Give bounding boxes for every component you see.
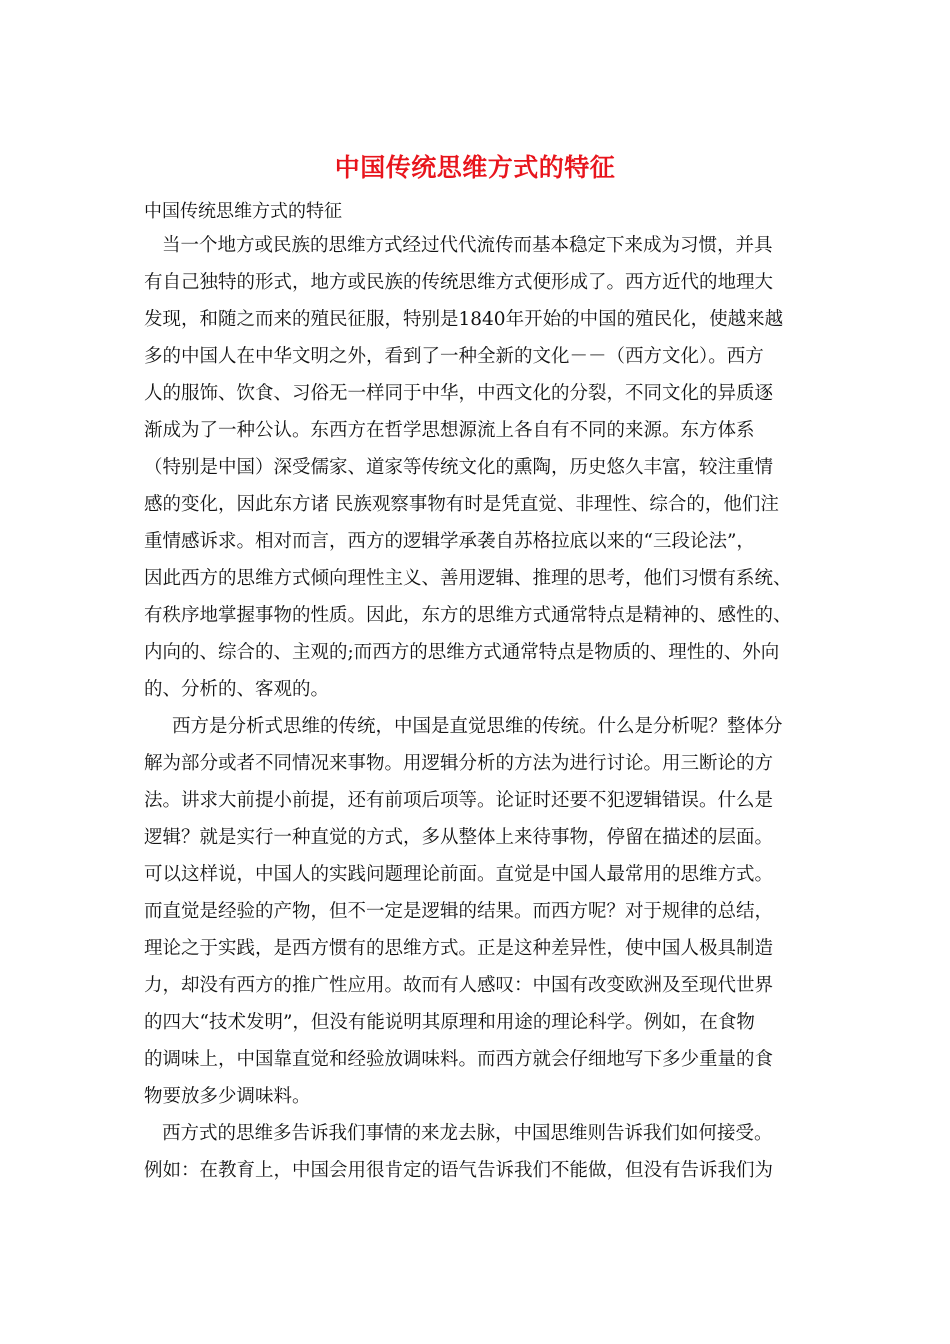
paragraph-line: 理论之于实践，是西方惯有的思维方式。正是这种差异性，使中国人极具制造 (144, 938, 774, 959)
paragraph-line: 物要放多少调味料。 (144, 1086, 311, 1107)
paragraph-line: 解为部分或者不同情况来事物。用逻辑分析的方法为进行讨论。用三断论的方 (144, 753, 774, 774)
paragraph-line: 例如：在教育上，中国会用很肯定的语气告诉我们不能做，但没有告诉我们为 (144, 1160, 774, 1181)
document-body (144, 227, 816, 1189)
document-subtitle: 中国传统思维方式的特征 (144, 201, 342, 222)
paragraph (144, 1115, 816, 1189)
paragraph-line: 人的服饰、饮食、习俗无一样同于中华，中西文化的分裂，不同文化的异质逐 (144, 383, 774, 404)
paragraph-line: 当一个地方或民族的思维方式经过代代流传而基本稳定下来成为习惯，并具 (162, 235, 773, 256)
paragraph-line: 的四大“技术发明”，但没有能说明其原理和用途的理论科学。例如，在食物 (144, 1012, 755, 1033)
paragraph-line: 有自己独特的形式，地方或民族的传统思维方式便形成了。西方近代的地理大 (144, 272, 774, 293)
paragraph-line: 可以这样说，中国人的实践问题理论前面。直觉是中国人最常用的思维方式。 (144, 864, 774, 885)
paragraph-line: 因此西方的思维方式倾向理性主义、善用逻辑、推理的思考，他们习惯有系统、 (144, 568, 792, 589)
paragraph-line: 渐成为了一种公认。东西方在哲学思想源流上各自有不同的来源。东方体系 (144, 420, 755, 441)
paragraph-line: 逻辑？就是实行一种直觉的方式，多从整体上来待事物，停留在描述的层面。 (144, 827, 774, 848)
paragraph-line: 西方式的思维多告诉我们事情的来龙去脉，中国思维则告诉我们如何接受。 (162, 1123, 773, 1144)
paragraph-line: 的、分析的、客观的。 (144, 679, 330, 700)
document-title: 中国传统思维方式的特征 (334, 153, 616, 182)
paragraph-line: 力，却没有西方的推广性应用。故而有人感叹：中国有改变欧洲及至现代世界 (144, 975, 774, 996)
paragraph-line: 法。讲求大前提小前提，还有前项后项等。论证时还要不犯逻辑错误。什么是 (144, 790, 774, 811)
paragraph-line: （特别是中国）深受儒家、道家等传统文化的熏陶，历史悠久丰富，较注重情 (144, 457, 774, 478)
paragraph-line: 多的中国人在中华文明之外，看到了一种全新的文化－－（西方文化）。西方 (144, 346, 764, 367)
paragraph (144, 227, 816, 708)
paragraph-line: 而直觉是经验的产物，但不一定是逻辑的结果。而西方呢？对于规律的总结， (144, 901, 774, 922)
paragraph (144, 708, 816, 1115)
paragraph-line: 重情感诉求。相对而言，西方的逻辑学承袭自苏格拉底以来的“三段论法”， (144, 531, 755, 552)
paragraph-line: 发现，和随之而来的殖民征服，特别是1840年开始的中国的殖民化，使越来越 (144, 309, 784, 330)
paragraph-line: 内向的、综合的、主观的;而西方的思维方式通常特点是物质的、理性的、外向 (144, 642, 780, 663)
paragraph-line: 西方是分析式思维的传统，中国是直觉思维的传统。什么是分析呢？整体分 (172, 716, 783, 737)
paragraph-line: 感的变化，因此东方诸 民族观察事物有时是凭直觉、非理性、综合的，他们注 (144, 494, 779, 515)
paragraph-line: 的调味上，中国靠直觉和经验放调味料。而西方就会仔细地写下多少重量的食 (144, 1049, 774, 1070)
paragraph-line: 有秩序地掌握事物的性质。因此，东方的思维方式通常特点是精神的、感性的、 (144, 605, 792, 626)
